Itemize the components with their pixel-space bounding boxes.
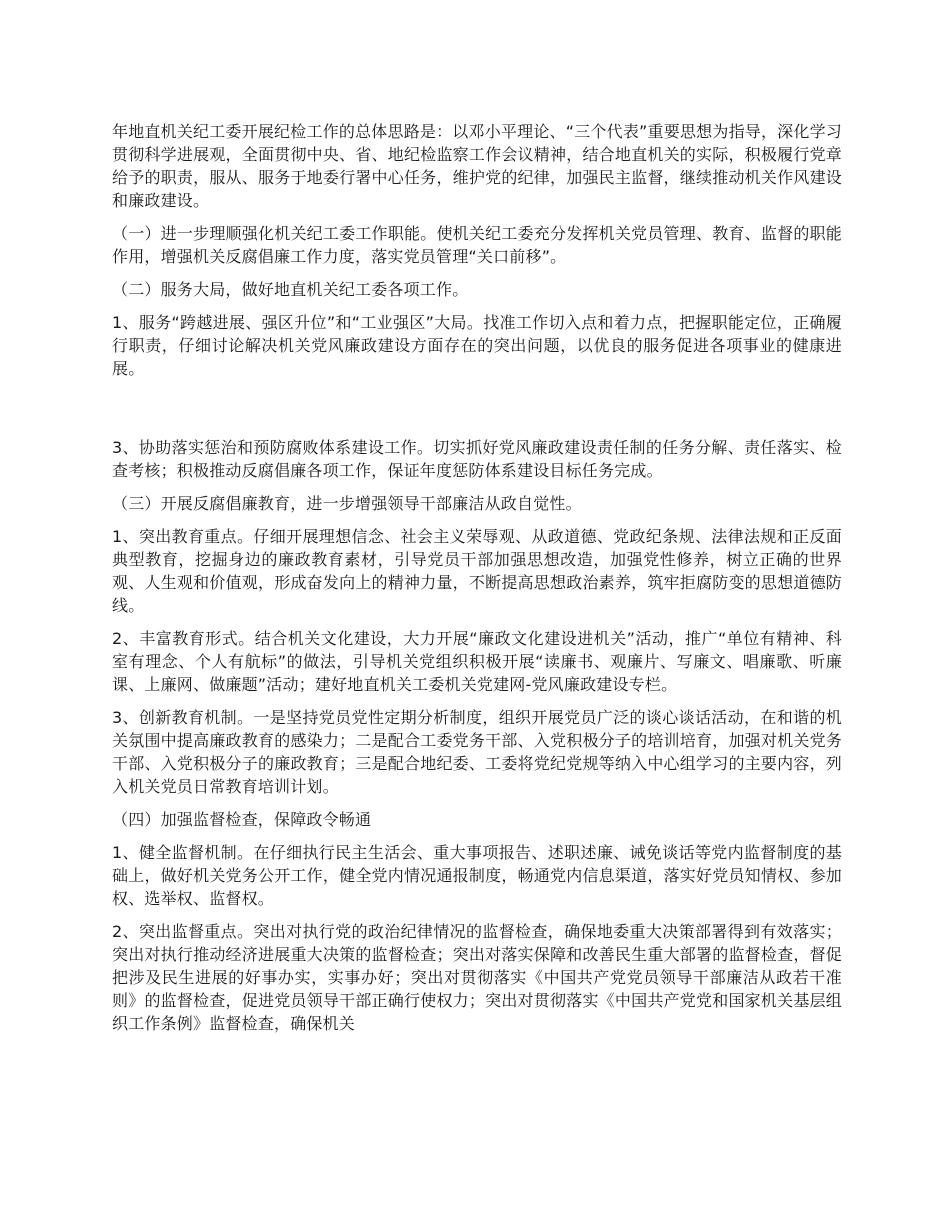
paragraph-section-1: （一）进一步理顺强化机关纪工委工作职能。使机关纪工委充分发挥机关党员管理、教育、监督的职能作用，增强机关反腐倡廉工作力度，落实党员管理“关口前移”。 <box>112 224 842 266</box>
paragraph-section-4-heading: （四）加强监督检查，保障政令畅通 <box>112 810 372 829</box>
paragraph-section-2-heading: （二）服务大局，做好地直机关纪工委各项工作。 <box>112 280 469 299</box>
document-page <box>112 120 842 1045</box>
paragraph-section-2-item-3: 3、协助落实惩治和预防腐败体系建设工作。切实抓好党风廉政建设责任制的任务分解、责任落实、检查考核；积极推动反腐倡廉各项工作，保证年度惩防体系建设目标任务完成。 <box>112 438 842 480</box>
paragraph-section-4-item-2: 2、突出监督重点。突出对执行党的政治纪律情况的监督检查，确保地委重大决策部署得到有效落实；突出对执行推动经济进展重大决策的监督检查；突出对落实保障和改善民生重大部署的监督检查，督促把涉及民生进展的好事办实，实事办好；突出对贯彻落实《中国共产党党员领导干部廉洁从政若干准则》的监督检查，促进党员领导干部正确行使权力；突出对贯彻落实《中国共产党党和国家机关基层组织工作条例》监督检查，确保机关 <box>112 922 842 1033</box>
paragraph-section-3-item-3: 3、创新教育机制。一是坚持党员党性定期分析制度，组织开展党员广泛的谈心谈话活动，在和谐的机关氛围中提高廉政教育的感染力；二是配合工委党务干部、入党积极分子的培训培育，加强对机关党务干部、入党积极分子的廉政教育；三是配合地纪委、工委将党纪党规等纳入中心组学习的主要内容，列入机关党员日常教育培训计划。 <box>112 708 842 796</box>
paragraph-section-2-item-1: 1、服务“跨越进展、强区升位”和“工业强区”大局。找准工作切入点和着力点，把握职能定位，正确履行职责，仔细讨论解决机关党风廉政建设方面存在的突出问题，以优良的服务促进各项事业的健康进展。 <box>112 313 842 378</box>
paragraph-overall-approach: 年地直机关纪工委开展纪检工作的总体思路是：以邓小平理论、“三个代表”重要思想为指导，深化学习贯彻科学进展观，全面贯彻中央、省、地纪检监察工作会议精神，结合地直机关的实际，积极履行党章给予的职责，服从、服务于地委行署中心任务，维护党的纪律，加强民主监督，继续推动机关作风建设和廉政建设。 <box>112 122 842 210</box>
paragraph-section-3-heading: （三）开展反腐倡廉教育，进一步增强领导干部廉洁从政自觉性。 <box>112 494 582 513</box>
paragraph-section-4-item-1: 1、健全监督机制。在仔细执行民主生活会、重大事项报告、述职述廉、诫免谈话等党内监督制度的基础上，做好机关党务公开工作，健全党内情况通报制度，畅通党内信息渠道，落实好党员知情权、参加权、选举权、监督权。 <box>112 843 842 908</box>
paragraph-section-3-item-1: 1、突出教育重点。仔细开展理想信念、社会主义荣辱观、从政道德、党政纪条规、法律法规和正反面典型教育，挖掘身边的廉政教育素材，引导党员干部加强思想改造，加强党性修养，树立正确的世界观、人生观和价值观，形成奋发向上的精神力量，不断提高思想政治素养，筑牢拒腐防变的思想道德防线。 <box>112 527 842 615</box>
paragraph-section-3-item-2: 2、丰富教育形式。结合机关文化建设，大力开展“廉政文化建设进机关”活动，推广“单位有精神、科室有理念、个人有航标”的做法，引导机关党组织积极开展“读廉书、观廉片、写廉文、唱廉歌、听廉课、上廉网、做廉题”活动；建好地直机关工委机关党建网-党风廉政建设专栏。 <box>112 629 842 694</box>
